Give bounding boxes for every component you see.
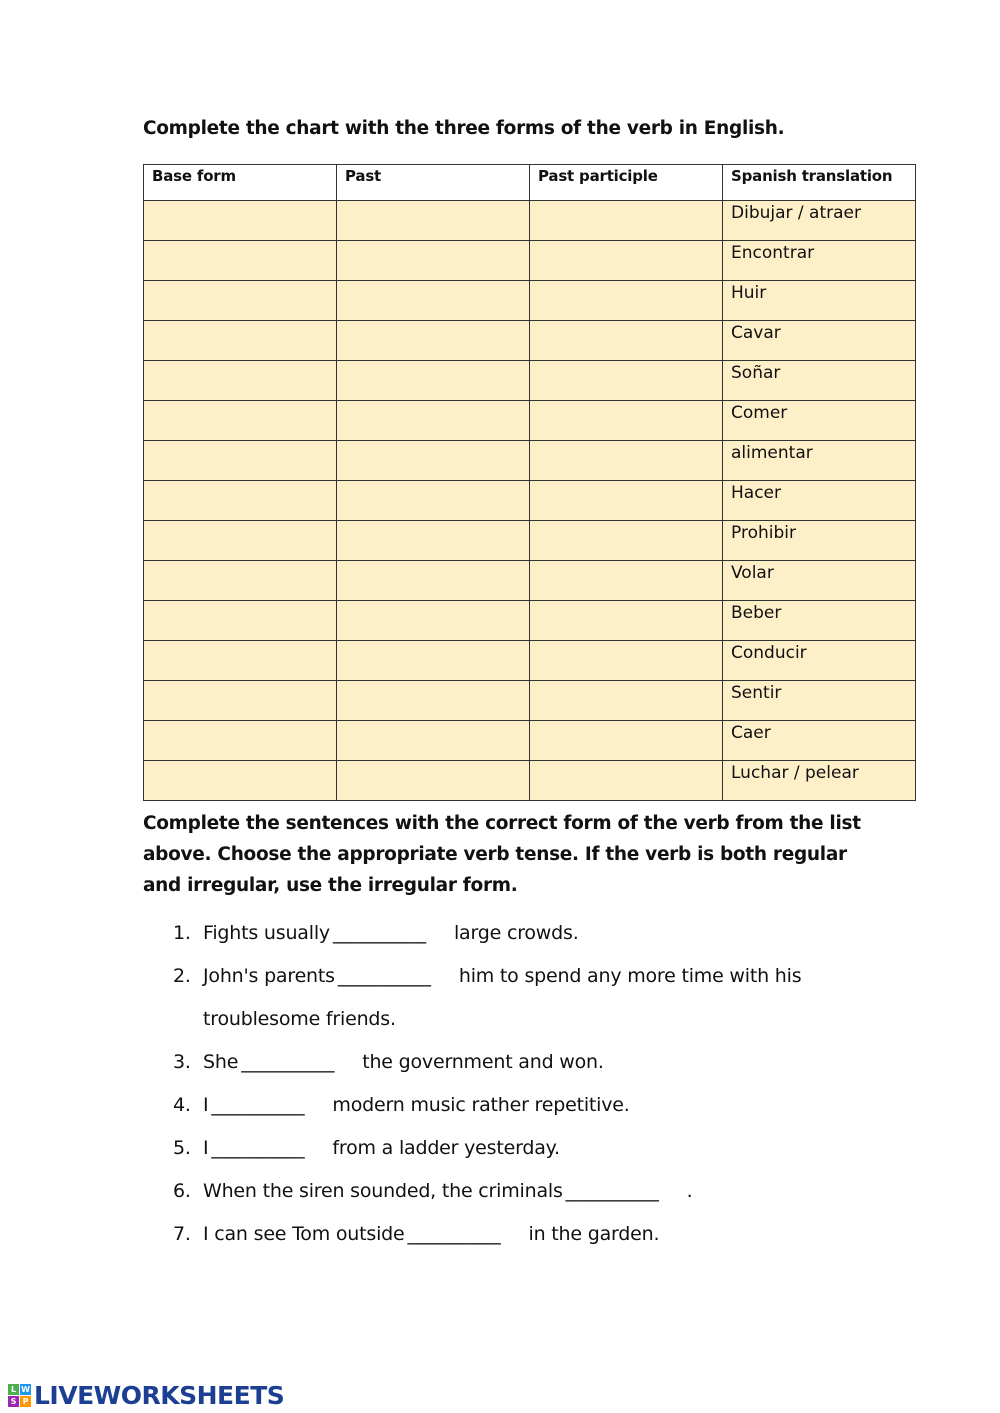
sentence-continuation: troublesome friends. [203, 1008, 396, 1030]
base-form-cell[interactable] [144, 401, 337, 441]
past-cell[interactable] [337, 201, 530, 241]
past-cell[interactable] [337, 441, 530, 481]
past-participle-cell[interactable] [530, 561, 723, 601]
table-row [144, 601, 916, 641]
sentence-text-after: large crowds. [453, 922, 579, 944]
logo-letter-tile: L [8, 1384, 19, 1395]
sentence-item [173, 1041, 873, 1084]
table-row [144, 281, 916, 321]
past-cell[interactable] [337, 321, 530, 361]
spanish-translation-cell: Prohibir [723, 521, 916, 561]
sentence-text-after: from a ladder yesterday. [332, 1137, 560, 1159]
spanish-translation-cell: alimentar [723, 441, 916, 481]
table-row [144, 481, 916, 521]
past-cell[interactable] [337, 281, 530, 321]
logo-letter-tile: W [21, 1384, 30, 1394]
base-form-cell[interactable] [144, 521, 337, 561]
sentence-number: 3. [173, 1051, 191, 1073]
table-body [144, 201, 916, 801]
past-participle-cell[interactable] [530, 761, 723, 801]
table-row [144, 441, 916, 481]
table-row [144, 521, 916, 561]
sentence-text-before: I [203, 1094, 209, 1116]
past-participle-cell[interactable] [530, 441, 723, 481]
sentence-text-before: Fights usually [203, 922, 330, 944]
sentence-text-before: I [203, 1137, 209, 1159]
sentence-list [173, 912, 873, 1256]
sentence-item [173, 1170, 873, 1213]
sentence-text-before: I can see Tom outside [203, 1223, 405, 1245]
past-cell[interactable] [337, 361, 530, 401]
spanish-translation-cell: Volar [723, 561, 916, 601]
answer-blank[interactable]: __________ [241, 1051, 335, 1073]
spanish-translation-cell: Cavar [723, 321, 916, 361]
past-cell[interactable] [337, 761, 530, 801]
sentence-text-before: John's parents [203, 965, 335, 987]
sentence-number: 1. [173, 922, 191, 944]
table-row [144, 401, 916, 441]
liveworksheets-logo-icon [8, 1384, 31, 1407]
past-cell[interactable] [337, 521, 530, 561]
sentence-number: 2. [173, 965, 191, 987]
sentence-number: 7. [173, 1223, 191, 1245]
past-participle-cell[interactable] [530, 681, 723, 721]
spanish-translation-cell: Beber [723, 601, 916, 641]
past-cell[interactable] [337, 681, 530, 721]
table-row [144, 361, 916, 401]
table-row [144, 761, 916, 801]
sentence-text-after: . [686, 1180, 693, 1202]
past-participle-cell[interactable] [530, 201, 723, 241]
liveworksheets-logo-text: LIVEWORKSHEETS [34, 1380, 285, 1410]
past-participle-cell[interactable] [530, 321, 723, 361]
table-row [144, 561, 916, 601]
answer-blank[interactable]: __________ [332, 922, 426, 944]
spanish-translation-cell: Encontrar [723, 241, 916, 281]
base-form-cell[interactable] [144, 241, 337, 281]
table-row [144, 321, 916, 361]
table-row [144, 201, 916, 241]
column-header: Spanish translation [723, 165, 916, 201]
logo-letter-tile: S [8, 1396, 19, 1407]
sentence-text-after: him to spend any more time with his [458, 965, 802, 987]
sentence-item [173, 1213, 873, 1256]
spanish-translation-cell: Hacer [723, 481, 916, 521]
column-header: Base form [144, 165, 337, 201]
past-participle-cell[interactable] [530, 361, 723, 401]
logo-letter-tile: P [20, 1396, 31, 1407]
base-form-cell[interactable] [144, 601, 337, 641]
sentence-text-before: She [203, 1051, 239, 1073]
answer-blank[interactable]: __________ [211, 1094, 305, 1116]
past-participle-cell[interactable] [530, 521, 723, 561]
base-form-cell[interactable] [144, 441, 337, 481]
past-participle-cell[interactable] [530, 721, 723, 761]
liveworksheets-logo [8, 1380, 284, 1410]
spanish-translation-cell: Caer [723, 721, 916, 761]
base-form-cell[interactable] [144, 761, 337, 801]
base-form-cell[interactable] [144, 201, 337, 241]
past-participle-cell[interactable] [530, 281, 723, 321]
table-row [144, 721, 916, 761]
past-cell[interactable] [337, 241, 530, 281]
past-cell[interactable] [337, 721, 530, 761]
base-form-cell[interactable] [144, 361, 337, 401]
sentence-text-after: modern music rather repetitive. [332, 1094, 630, 1116]
table-row [144, 681, 916, 721]
sentence-number: 6. [173, 1180, 191, 1202]
answer-blank[interactable]: __________ [337, 965, 431, 987]
sentence-item [173, 912, 873, 955]
base-form-cell[interactable] [144, 481, 337, 521]
verb-forms-table [143, 164, 916, 801]
table-row [144, 641, 916, 681]
column-header: Past participle [530, 165, 723, 201]
spanish-translation-cell: Comer [723, 401, 916, 441]
past-cell[interactable] [337, 641, 530, 681]
past-cell[interactable] [337, 401, 530, 441]
spanish-translation-cell: Luchar / pelear [723, 761, 916, 801]
sentence-text-after: in the garden. [528, 1223, 660, 1245]
sentence-item [173, 955, 873, 1041]
chart-title: Complete the chart with the three forms of the verb in English. [143, 118, 785, 139]
base-form-cell[interactable] [144, 721, 337, 761]
spanish-translation-cell: Dibujar / atraer [723, 201, 916, 241]
past-cell[interactable] [337, 601, 530, 641]
base-form-cell[interactable] [144, 321, 337, 361]
answer-blank[interactable]: __________ [407, 1223, 501, 1245]
past-cell[interactable] [337, 561, 530, 601]
base-form-cell[interactable] [144, 561, 337, 601]
sentence-text-after: the government and won. [362, 1051, 604, 1073]
past-participle-cell[interactable] [530, 641, 723, 681]
base-form-cell[interactable] [144, 681, 337, 721]
column-header: Past [337, 165, 530, 201]
past-participle-cell[interactable] [530, 481, 723, 521]
base-form-cell[interactable] [144, 281, 337, 321]
sentence-number: 5. [173, 1137, 191, 1159]
answer-blank[interactable]: __________ [565, 1180, 659, 1202]
spanish-translation-cell: Conducir [723, 641, 916, 681]
past-participle-cell[interactable] [530, 401, 723, 441]
past-cell[interactable] [337, 481, 530, 521]
table-header-row [144, 165, 916, 201]
past-participle-cell[interactable] [530, 241, 723, 281]
sentence-number: 4. [173, 1094, 191, 1116]
sentence-text-before: When the siren sounded, the criminals [203, 1180, 563, 1202]
past-participle-cell[interactable] [530, 601, 723, 641]
table-row [144, 241, 916, 281]
spanish-translation-cell: Sentir [723, 681, 916, 721]
base-form-cell[interactable] [144, 641, 337, 681]
spanish-translation-cell: Soñar [723, 361, 916, 401]
sentence-instructions: Complete the sentences with the correct form of the verb from the list above. Choose the appropriate verb tense. If the verb is both regular and irregular, use the irregular form. [143, 813, 861, 896]
answer-blank[interactable]: __________ [211, 1137, 305, 1159]
sentence-item [173, 1127, 873, 1170]
sentence-item [173, 1084, 873, 1127]
spanish-translation-cell: Huir [723, 281, 916, 321]
